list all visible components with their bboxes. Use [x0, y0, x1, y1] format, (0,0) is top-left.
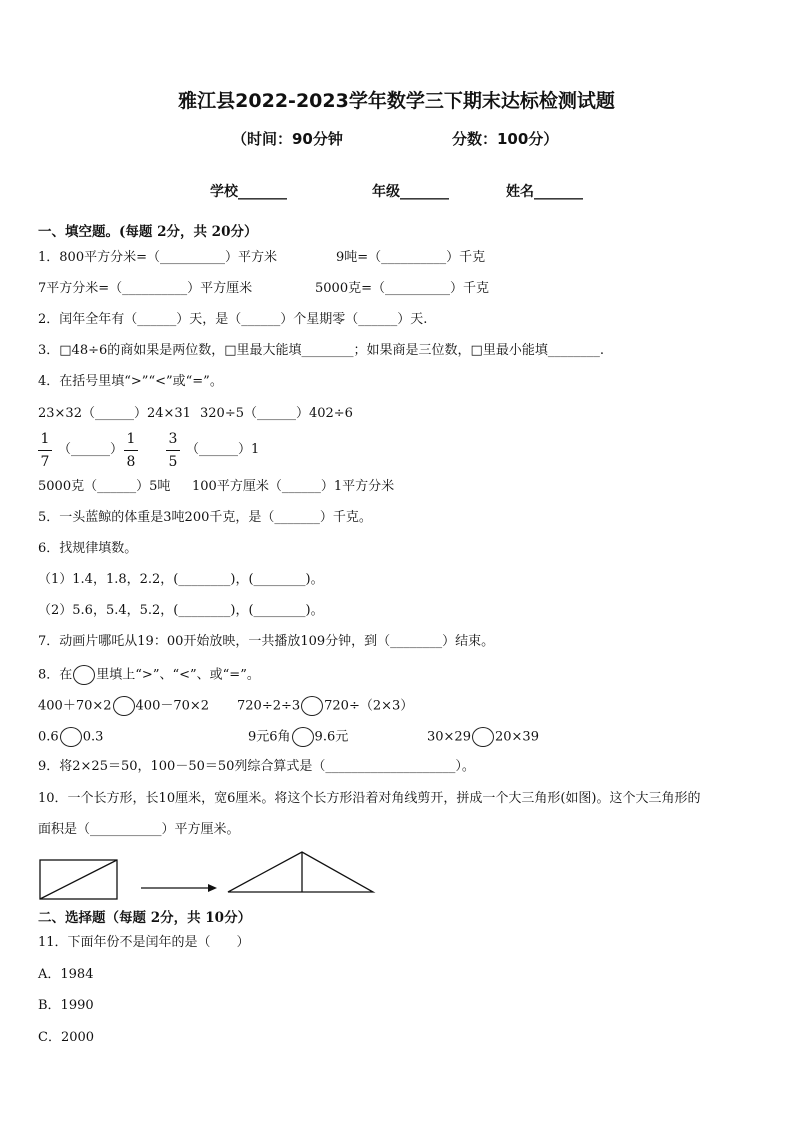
frac3-den: 5	[168, 454, 178, 470]
q1d: 5000克=（__________）千克	[315, 281, 489, 296]
q1c: 7平方分米=（__________）平方厘米	[38, 281, 253, 296]
q8-5-left: 30×29	[427, 729, 471, 745]
q1a: 1．800平方分米=（__________）平方米	[38, 250, 277, 265]
q10-line2: 面积是（___________）平方厘米。	[38, 822, 240, 837]
q4f: 100平方厘米（______）1平方分米	[192, 479, 395, 494]
q6b: （2）5.6，5.4，5.2，(________)，(________)。	[38, 603, 324, 618]
q8-2-right: 720÷（2×3）	[324, 698, 414, 714]
q8-2-left: 720÷2÷3	[237, 698, 301, 714]
rectangle-diagonal	[40, 860, 117, 899]
q4a: 23×32（______）24×31	[38, 406, 191, 421]
score-label: 分数：100分）	[452, 130, 559, 148]
q4c-blank: （______）	[58, 442, 124, 457]
q8-1-left: 400＋70×2	[38, 698, 112, 714]
q4b: 320÷5（______）402÷6	[200, 406, 353, 421]
q8-1-right: 400－70×2	[135, 698, 210, 714]
option-c[interactable]: C．2000	[38, 1030, 95, 1045]
option-a[interactable]: A．1984	[38, 967, 94, 982]
arrow-head-icon	[208, 884, 217, 892]
q8-5-right: 20×39	[494, 729, 539, 745]
q4: 4．在括号里填“>”“<”或“=”。	[38, 374, 223, 389]
frac2-den: 8	[126, 454, 136, 470]
q8-3-left: 0.6	[38, 729, 59, 745]
q8-suffix: 里填上“>”、“<”、或“=”。	[96, 667, 260, 683]
frac2-num: 1	[126, 431, 136, 447]
grade-field[interactable]: 年级_______	[372, 184, 449, 200]
q4d-blank: （______）1	[186, 442, 260, 457]
big-triangle-shape	[228, 852, 373, 892]
q6: 6．找规律填数。	[38, 541, 138, 556]
q6a: （1）1.4，1.8，2.2，(________)，(________)。	[38, 572, 324, 587]
q8-3-right: 0.3	[82, 729, 104, 745]
q2: 2．闰年全年有（______）天，是（______）个星期零（______）天.	[38, 312, 428, 327]
q7: 7．动画片哪吒从19：00开始放映，一共播放109分钟，到（________）结束。	[38, 634, 495, 649]
q1b: 9吨=（__________）千克	[336, 250, 486, 265]
school-field[interactable]: 学校_______	[210, 184, 287, 200]
frac3-num: 3	[168, 431, 178, 447]
q4e: 5000克（______）5吨	[38, 479, 171, 494]
frac1-num: 1	[40, 431, 50, 447]
section2-heading: 二、选择题（每题 2分，共 10分）	[38, 910, 252, 926]
page-title: 雅江县2022-2023学年数学三下期末达标检测试题	[178, 90, 615, 112]
q9: 9．将2×25＝50，100－50＝50列综合算式是（____________________）。	[38, 759, 475, 774]
time-label: （时间：90分钟	[232, 130, 343, 148]
q8-4-right: 9.6元	[314, 729, 349, 745]
q5: 5．一头蓝鲸的体重是3吨200千克，是（_______）千克。	[38, 510, 372, 525]
section1-heading: 一、填空题。(每题 2分，共 20分）	[38, 224, 258, 240]
q8-prefix: 8．在	[38, 667, 73, 683]
q10-line1: 10．一个长方形，长10厘米，宽6厘米。将这个长方形沿着对角线剪开，拼成一个大三角形(如图)。这个大三角形的	[38, 791, 701, 806]
q3: 3．□48÷6的商如果是两位数，□里最大能填________；如果商是三位数，□里最小能填________.	[38, 343, 604, 358]
q11: 11．下面年份不是闰年的是（ ）	[38, 935, 250, 950]
name-field[interactable]: 姓名_______	[506, 184, 583, 200]
q8-4-left: 9元6角	[248, 729, 291, 745]
option-b[interactable]: B．1990	[38, 998, 94, 1013]
frac1-den: 7	[40, 454, 50, 470]
